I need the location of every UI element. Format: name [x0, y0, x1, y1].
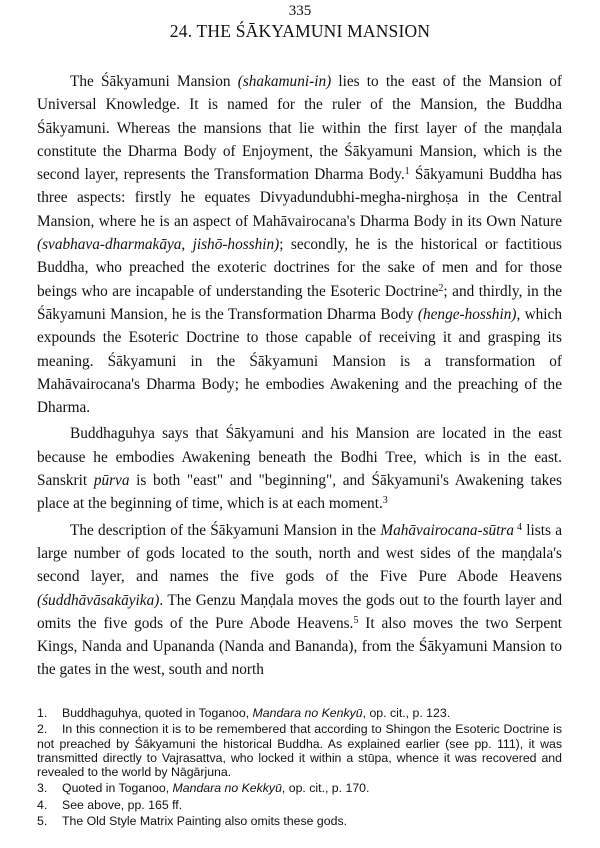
italic-term: (shakamuni-in): [237, 73, 332, 90]
chapter-title: 24. THE ŚĀKYAMUNI MANSION: [169, 21, 431, 41]
text-run: The Old Style Matrix Painting also omits these gods.: [62, 814, 348, 829]
text-run: Śākyamuni Buddha has three aspects: firstly he equates Divyadundubhi-megha-nirghoṣa in the Central Mansion, where he is an aspect of Mahāvairocana's Dharma Body in its Own Nature: [37, 166, 562, 230]
text-run: See above, pp. 165 ff.: [62, 797, 183, 812]
footnotes: [37, 706, 562, 830]
paragraph: [37, 422, 562, 515]
footnote-ref: 1: [404, 166, 410, 178]
text-run: ; and thirdly, in the Śākyamuni Mansion, he is the Transformation Dharma Body: [37, 282, 563, 323]
text-run: , op. cit., p. 123.: [362, 706, 451, 720]
text-run: , op. cit., p. 170.: [281, 781, 370, 796]
text-run: Buddhaguhya, quoted in Toganoo,: [62, 706, 253, 720]
italic-term: (henge-hosshin): [417, 305, 517, 323]
italic-term: Mandara no Kekkyū: [172, 781, 282, 796]
footnote-number: 1.: [37, 706, 48, 720]
footnote-ref: 2: [438, 282, 444, 294]
footnote-number: 5.: [37, 814, 48, 829]
text-run: lies to the east of the Mansion of Universal Knowledge. It is named for the ruler of the Mansion, the Buddha Śākyamuni. Whereas the mansions that lie within the first layer of the maṇḍala constitute the Dharma Body of Enjoyment, the Śākyamuni Mansion, which is the second layer, represents the Transformation Dharma Body.: [37, 73, 563, 184]
italic-term: (svabhava-dharmakāya, jishō-hosshin): [37, 236, 280, 254]
italic-term: Mandara no Kenkyū: [252, 706, 363, 720]
italic-term: Mahāvairocana-sūtra: [380, 521, 515, 539]
text-run: In this connection it is to be remembered that according to Shingon the Esoteric Doctrine is not preached by Śākyamuni the historical Buddha. As explained earlier (see pp. 111), it was transmitted directly to Vajrasattva, who locked it within a stūpa, whence it was recovered and revealed to the world by Nāgārjuna.: [37, 722, 562, 780]
footnote-number: 2.: [37, 722, 48, 737]
text-run: Quoted in Toganoo,: [62, 781, 173, 796]
footnote: [37, 722, 562, 779]
text-run: lists a large number of gods located to the south, north and west sides of the maṇḍala's second layer, and names the five gods of the Five Pure Abode Heavens: [37, 521, 562, 586]
footnote-ref: 4: [514, 521, 522, 533]
text-run: ; secondly, he is the historical or factitious Buddha, who preached the exoteric doctrines for the sake of men and for those beings who are incapable of understanding the Esoteric Doctrine: [37, 236, 562, 300]
text-run: The Śākyamuni Mansion: [70, 73, 238, 90]
footnote-number: 4.: [37, 797, 48, 812]
paragraph: [37, 519, 562, 682]
body-text: [37, 70, 562, 682]
text-run: . The Genzu Maṇḍala moves the gods out to the fourth layer and omits the five gods of the Pure Abode Heavens.: [37, 591, 562, 632]
page-number: 335: [288, 3, 312, 19]
text-run: is both "east" and "beginning", and Śākyamuni's Awakening takes place at the beginning of time, which is at each moment.: [37, 472, 562, 513]
text-run: It also moves the two Serpent Kings, Nanda and Upananda (Nanda and Bananda), from the Śākyamuni Mansion to the gates in the west, south and north: [37, 614, 563, 679]
footnote: [37, 814, 562, 828]
footnote-ref: 3: [382, 495, 388, 507]
footnote-number: 3.: [37, 781, 48, 796]
italic-term: pūrva: [93, 472, 130, 490]
footnote-ref: 5: [353, 614, 359, 626]
footnote: [37, 706, 562, 720]
text-run: Buddhaguhya says that Śākyamuni and his Mansion are located in the east because he embodies Awakening beneath the Bodhi Tree, which is in the east. Sanskrit: [37, 425, 562, 490]
footnote: [37, 798, 562, 812]
italic-term: (śuddhāvāsakāyika): [37, 591, 160, 609]
paragraph: [37, 70, 562, 419]
text-run: The description of the Śākyamuni Mansion in the: [70, 521, 381, 539]
footnote: [37, 781, 562, 795]
text-run: , which expounds the Esoteric Doctrine to those capable of receiving it and grasping its meaning. Śākyamuni in the Śākyamuni Mansion is a transformation of Mahāvairocana's Dharma Body; he embodies Awakening and the preaching of the Dharma.: [37, 305, 562, 417]
